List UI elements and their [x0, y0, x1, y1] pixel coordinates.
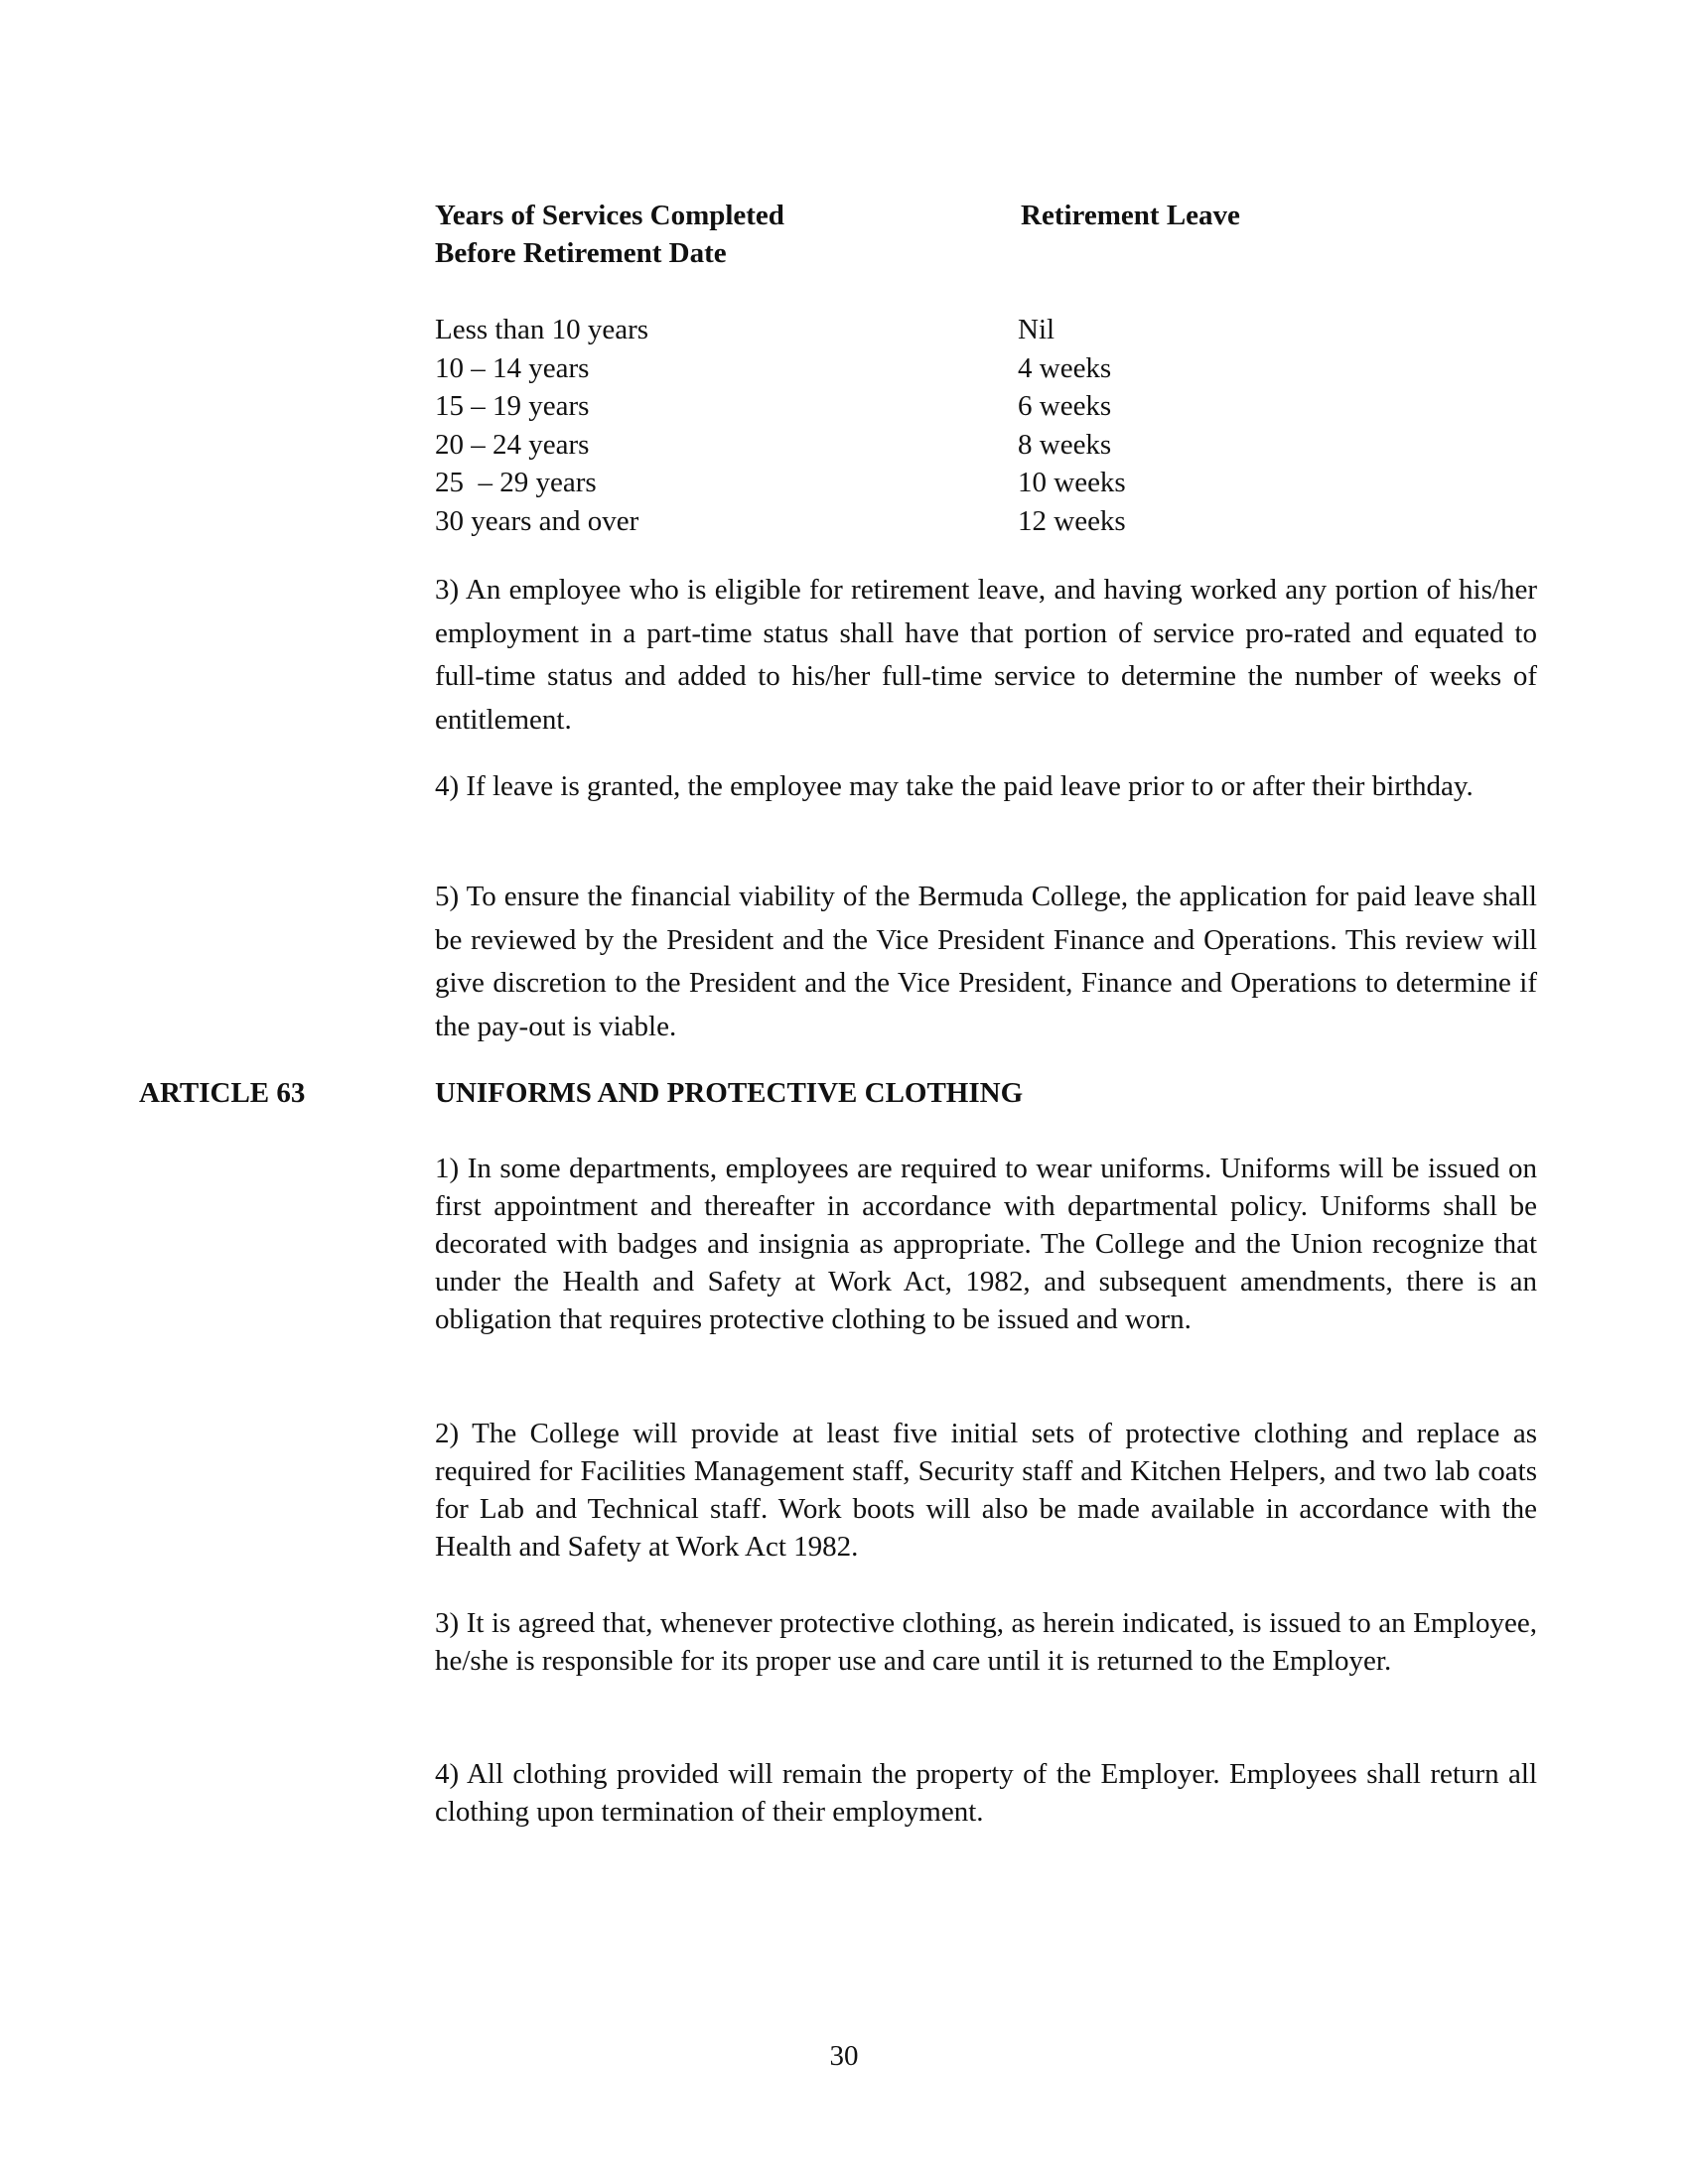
- page-number: 30: [829, 2040, 859, 2072]
- header-years-line1: Years of Services Completed: [435, 200, 784, 231]
- table-cell-years: 15 – 19 years: [435, 390, 590, 422]
- table-cell-years: Less than 10 years: [435, 314, 649, 345]
- retirement-paragraph-4: 4) If leave is granted, the employee may take the paid leave prior to or after their birthday.: [435, 770, 1474, 802]
- retirement-paragraph-3: 3) An employee who is eligible for retirement leave, and having worked any portion of his/her employment in a part-time status shall have that portion of service pro-rated and equated to full-time status and added to his/her full-time service to determine the number of weeks of entitlement.: [435, 574, 1537, 736]
- table-row: [435, 349, 1547, 388]
- table-row: [435, 426, 1547, 465]
- table-cell-leave: 4 weeks: [1018, 351, 1112, 384]
- retirement-paragraph-5: 5) To ensure the financial viability of the Bermuda College, the application for paid leave shall be reviewed by the President and the Vice President Finance and Operations. This review will give discretion to the President and the Vice President, Finance and Operations to determine if the pay-out is viable.: [435, 881, 1537, 1042]
- retirement-table-body: [435, 311, 1547, 540]
- table-row: [435, 502, 1547, 541]
- table-cell-leave: 6 weeks: [1018, 390, 1112, 422]
- article-paragraph-1: 1) In some departments, employees are required to wear uniforms. Uniforms will be issued on first appointment and thereafter in accordance with departmental policy. Uniforms shall be decorated with badges and insignia as appropriate. The College and the Union recognize that under the Health and Safety at Work Act, 1982, and subsequent amendments, there is an obligation that requires protective clothing to be issued and worn.: [435, 1153, 1537, 1335]
- table-cell-years: 10 – 14 years: [435, 351, 590, 384]
- table-cell-leave: 10 weeks: [1018, 467, 1126, 498]
- article-paragraph-4: 4) All clothing provided will remain the property of the Employer. Employees shall return all clothing upon termination of their employment.: [435, 1758, 1537, 1828]
- table-cell-leave: 12 weeks: [1018, 504, 1126, 537]
- table-row: [435, 387, 1547, 426]
- article-title: UNIFORMS AND PROTECTIVE CLOTHING: [435, 1077, 1024, 1109]
- header-years-column: [435, 197, 951, 272]
- article-paragraph-3: 3) It is agreed that, whenever protective clothing, as herein indicated, is issued to an Employee, he/she is responsible for its proper use and care until it is returned to the Employer.: [435, 1607, 1537, 1677]
- table-cell-leave: 8 weeks: [1018, 428, 1112, 461]
- header-years-line2: Before Retirement Date: [435, 237, 727, 269]
- table-row: [435, 464, 1547, 502]
- table-cell-leave: Nil: [1018, 314, 1055, 345]
- table-cell-years: 30 years and over: [435, 504, 639, 537]
- table-cell-years: 25 – 29 years: [435, 467, 597, 498]
- article-paragraph-2: 2) The College will provide at least five initial sets of protective clothing and replace as required for Facilities Management staff, Security staff and Kitchen Helpers, and two lab coats for Lab and Technical staff. Work boots will also be made available in accordance with the Health and Safety at Work Act 1982.: [435, 1418, 1537, 1563]
- article-number: ARTICLE 63: [139, 1077, 306, 1109]
- table-cell-years: 20 – 24 years: [435, 428, 590, 461]
- table-row: [435, 311, 1547, 349]
- header-leave-column: Retirement Leave: [1021, 200, 1240, 231]
